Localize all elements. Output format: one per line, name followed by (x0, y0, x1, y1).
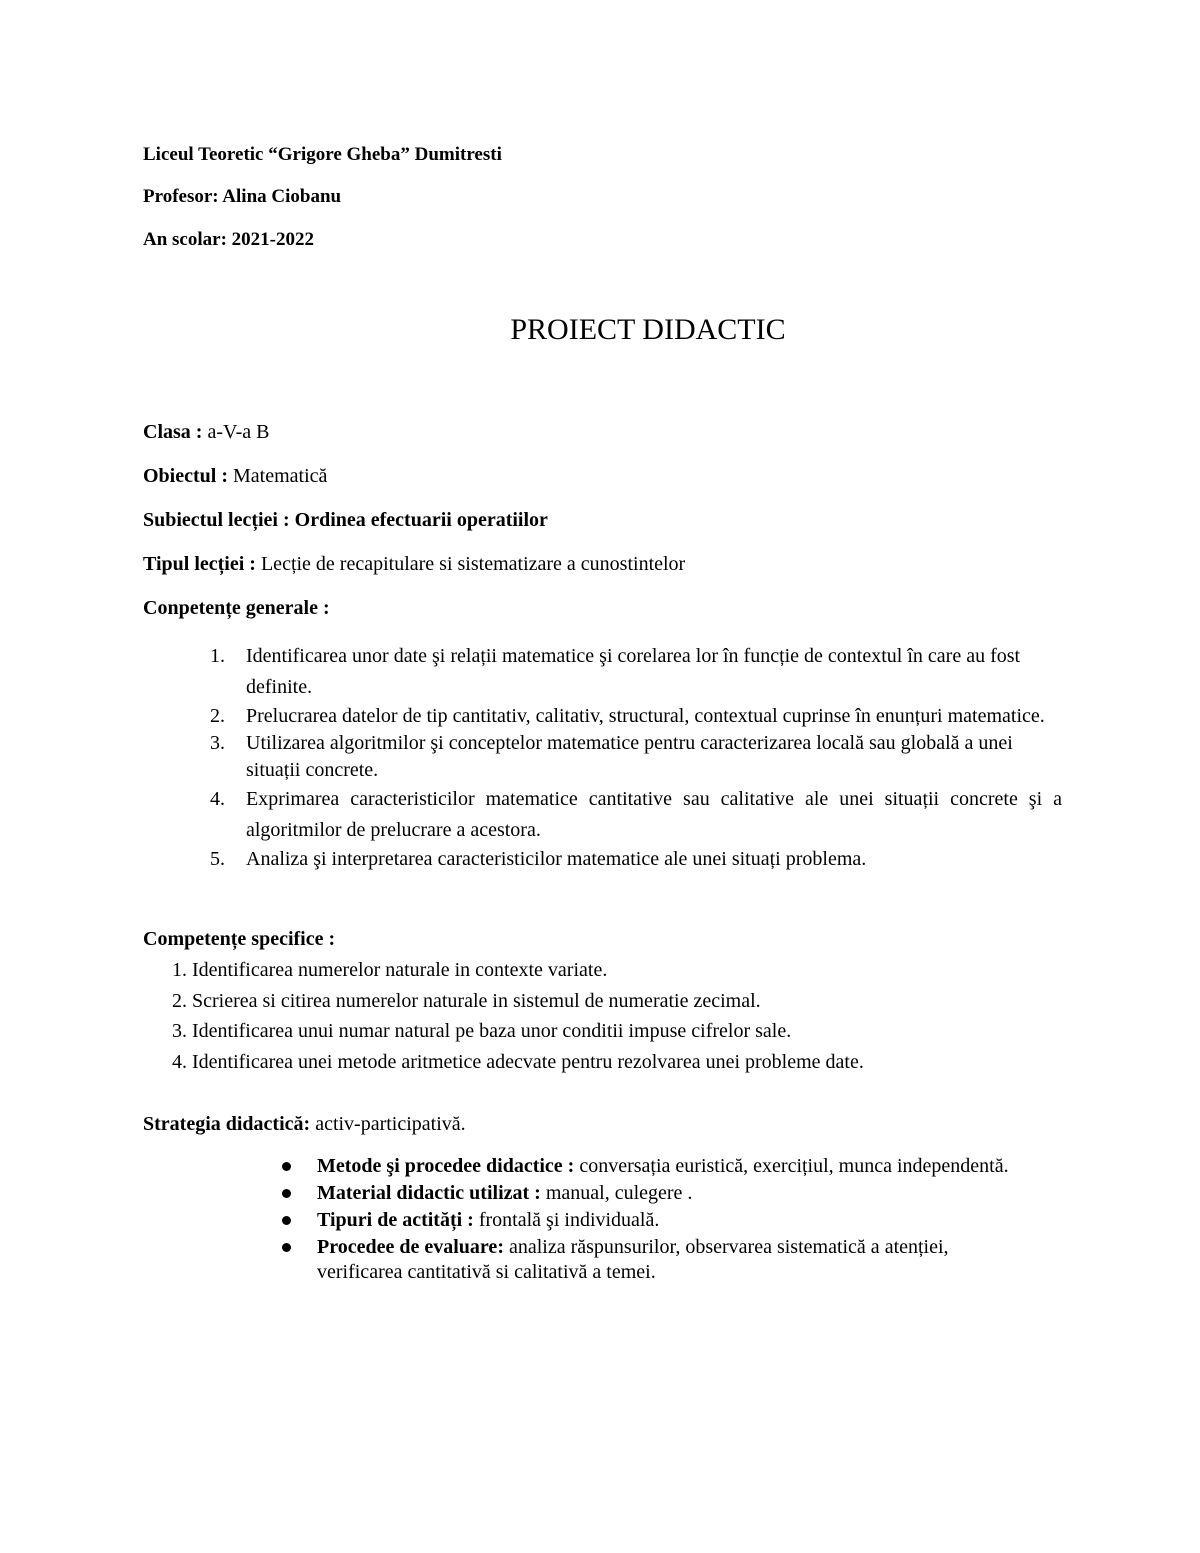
list-item: 4. Identificarea unei metode aritmetice adecvate pentru rezolvarea unei probleme date. (172, 1050, 864, 1073)
list-item-text: Identificarea unor date şi relații matematice şi corelarea lor în funcție de contextul în care au fost definite. (246, 645, 1021, 698)
list-item-text: Utilizarea algoritmilor şi conceptelor matematice pentru caracterizarea locală sau globală a unei situații concrete. (246, 732, 1013, 781)
list-item (210, 703, 1062, 730)
list-item (210, 846, 1062, 873)
bullet-icon (282, 1243, 291, 1252)
list-item (210, 784, 1062, 846)
school-name: Liceul Teoretic “Grigore Gheba” Dumitresti (143, 144, 502, 165)
document-title: PROIECT DIDACTIC (510, 313, 786, 346)
bullet-icon (282, 1216, 291, 1225)
list-item-text: Exprimarea caracteristicilor matematice cantitative sau calitative ale unei situații concrete şi a algoritmilor de prelucrare a acestora. (246, 788, 1062, 841)
field-clasa-label: Clasa : (143, 421, 203, 443)
strategie-list (280, 1154, 1010, 1287)
list-item: 1. Identificarea numerelor naturale in contexte variate. (172, 959, 608, 981)
list-item-text: Prelucrarea datelor de tip cantitativ, calitativ, structural, contextual cuprinse în enunțuri matematice. (246, 705, 1045, 727)
field-tipul-value: Lecție de recapitulare si sistematizare a cunostintelor (255, 553, 686, 575)
list-item (210, 730, 1062, 784)
list-item-text: conversația euristică, exercițiul, munca independentă. (574, 1155, 1009, 1177)
field-strategia (143, 1112, 466, 1136)
list-item (280, 1181, 1010, 1206)
field-obiectul-label: Obiectul : (143, 465, 228, 487)
field-obiectul (143, 464, 327, 488)
field-tipul-label: Tipul lecției : (143, 553, 256, 575)
list-item (280, 1208, 1010, 1233)
list-item: 2. Scrierea si citirea numerelor naturale in sistemul de numeratie zecimal. (172, 989, 761, 1012)
competente-specifice-heading: Competențe specifice : (143, 928, 336, 950)
teacher-name: Profesor: Alina Ciobanu (143, 186, 342, 207)
list-item-label: Procedee de evaluare: (317, 1236, 504, 1258)
list-item-text: frontală şi individuală. (473, 1209, 660, 1231)
field-clasa-value: a-V-a B (202, 421, 270, 443)
list-item (280, 1154, 1010, 1179)
competente-generale-heading: Conpetențe generale : (143, 597, 330, 619)
field-subiectul-value: Ordinea efectuarii operatiilor (289, 509, 548, 531)
field-competente-generale (143, 596, 330, 620)
list-item-number: 2. (210, 705, 225, 727)
list-item-number: 4. (210, 788, 225, 810)
field-strategia-label: Strategia didactică: (143, 1113, 311, 1135)
list-item-text: Analiza şi interpretarea caracteristicilor matematice ale unei situați problema. (246, 848, 867, 870)
list-item-label: Material didactic utilizat : (317, 1182, 541, 1204)
competente-generale-list (210, 641, 1062, 873)
list-item-label: Tipuri de actități : (317, 1209, 474, 1231)
list-item (280, 1235, 1010, 1285)
list-item-number: 1. (210, 645, 225, 667)
school-year: An scolar: 2021-2022 (143, 229, 314, 250)
list-item-text: analiza răspunsurilor, observarea sistematică a atenției, verificarea cantitativă si calitativă a temei. (317, 1236, 949, 1283)
bullet-icon (282, 1162, 291, 1171)
list-item-number: 3. (210, 732, 225, 754)
list-item: 3. Identificarea unui numar natural pe baza unor conditii impuse cifrelor sale. (172, 1020, 792, 1042)
field-clasa (143, 420, 269, 444)
bullet-icon (282, 1189, 291, 1198)
competente-specifice-list (172, 955, 864, 1077)
list-item-number: 5. (210, 848, 225, 870)
field-tipul (143, 552, 685, 576)
list-item-label: Metode şi procedee didactice : (317, 1155, 575, 1177)
field-obiectul-value: Matematică (228, 465, 328, 487)
field-strategia-value: activ-participativă. (310, 1113, 466, 1135)
field-subiectul-label: Subiectul lecției : (143, 509, 290, 531)
list-item (210, 641, 1062, 703)
list-item-text: manual, culegere . (540, 1182, 693, 1204)
field-subiectul (143, 508, 548, 532)
field-competente-specifice (143, 927, 335, 951)
